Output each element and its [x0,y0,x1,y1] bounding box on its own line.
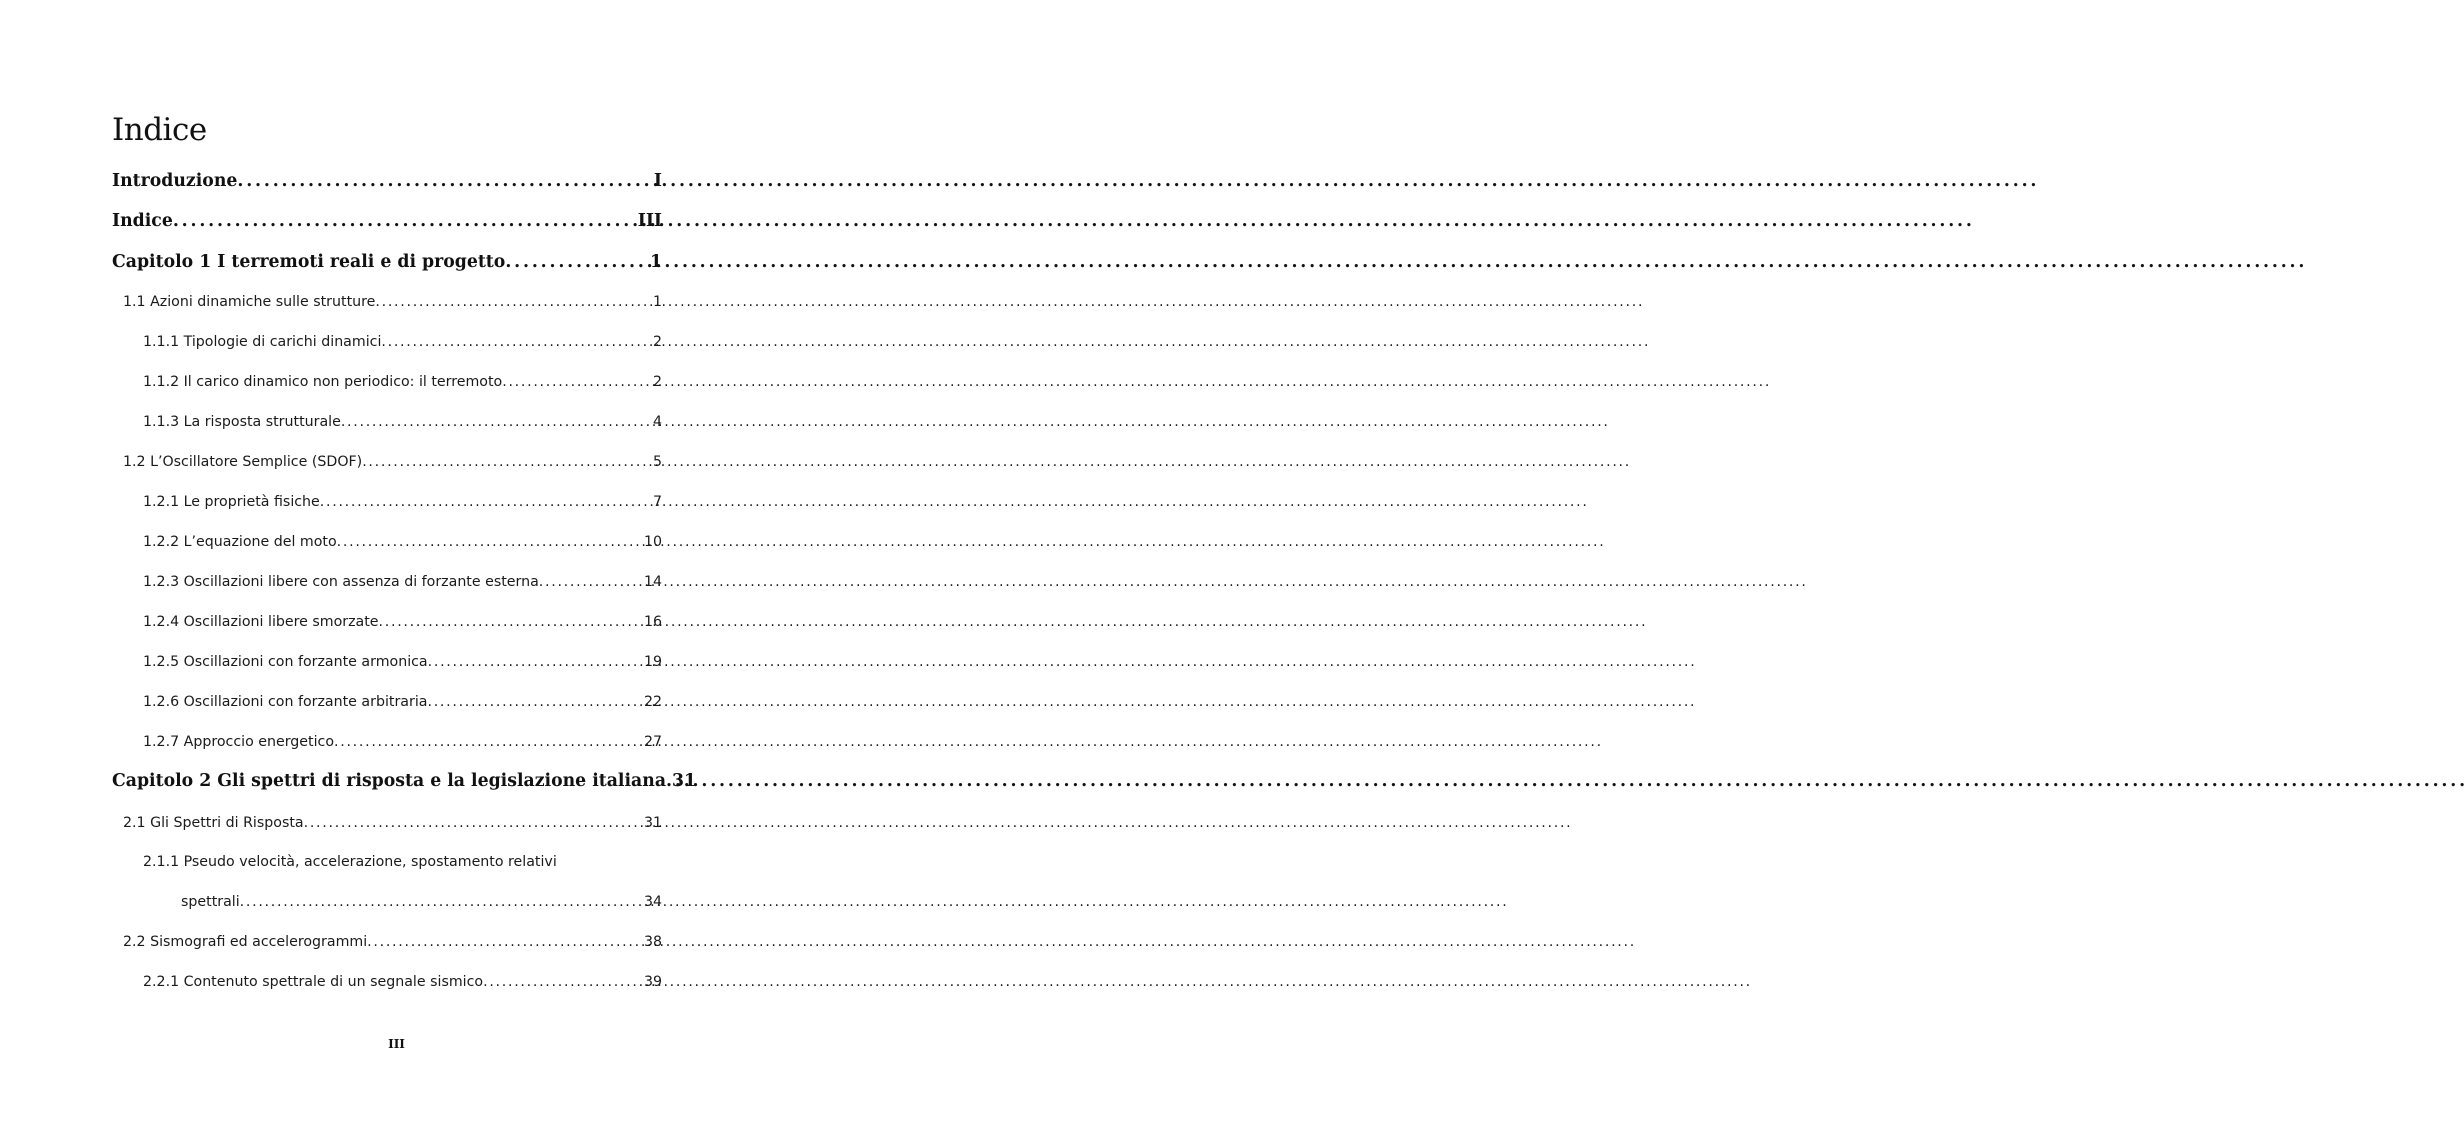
toc-entry-label: 2.2 Sismografi ed accelerogrammi [123,934,368,950]
toc-entry-label: 1.2 L’Oscillatore Semplice (SDOF) [123,454,363,470]
dot-leader [427,694,643,710]
toc-entry-label: Capitolo 1 I terremoti reali e di progetto [112,252,506,272]
dot-leader [483,974,644,990]
toc-entry-page: 19 [643,654,662,670]
toc-entry-label: 1.1.3 La risposta strutturale [143,414,341,430]
toc-entry-1-2-5[interactable] [143,654,662,670]
page-number: III [388,1037,405,1051]
toc-entry-label: spettrali [181,894,240,910]
toc-entry-label: 1.2.3 Oscillazioni libere con assenza di forzante esterna [143,574,539,590]
toc-entry-label: 1.2.6 Oscillazioni con forzante arbitraria [143,694,428,710]
dot-leader [337,534,644,550]
dot-leader [505,252,650,272]
table-of-contents [0,0,793,1123]
toc-entry-2-1-1-first-line[interactable]: 2.1.1 Pseudo velocità, accelerazione, spostamento relativi [143,854,557,870]
dot-leader [240,894,644,910]
toc-entry-page: 27 [643,734,662,750]
toc-entry-page: 16 [643,614,662,630]
toc-entry-page: 14 [643,574,662,590]
toc-entry-label: Indice [112,211,173,231]
toc-entry-page: 31 [643,815,662,831]
toc-entry-page: 10 [643,534,662,550]
toc-entry-page: 34 [643,894,662,910]
toc-entry-page: 31 [672,771,697,791]
toc-entry-2-1[interactable] [123,815,662,831]
toc-entry-1-2-3[interactable] [143,574,662,590]
toc-entry-label: 1.2.4 Oscillazioni libere smorzate [143,614,379,630]
toc-entry-1-1-3[interactable] [143,414,662,430]
dot-leader [304,815,644,831]
toc-entry-1-2-2[interactable] [143,534,662,550]
toc-entry-1-2-6[interactable] [143,694,662,710]
toc-entry-page: 1 [649,252,662,272]
dot-leader [379,614,644,630]
toc-entry-label: 1.2.2 L’equazione del moto [143,534,337,550]
toc-entry-2-1-1[interactable] [181,894,662,910]
toc-entry-label: 2.2.1 Contenuto spettrale di un segnale sismico [143,974,484,990]
toc-entry-label: 1.2.1 Le proprietà fisiche [143,494,320,510]
toc-entry-label: 1.2.5 Oscillazioni con forzante armonica [143,654,428,670]
dot-leader [237,171,654,191]
toc-entry-label: 2.1 Gli Spettri di Risposta [123,815,304,831]
toc-entry-label: Introduzione [112,171,238,191]
toc-entry-page: 5 [652,454,662,470]
toc-entry-page: 1 [652,294,662,310]
toc-entry-page: 4 [652,414,662,430]
toc-entry-capitolo-1[interactable] [112,252,662,272]
toc-entry-1-1[interactable] [123,294,662,310]
toc-entry-1-2-4[interactable] [143,614,662,630]
dot-leader [334,734,644,750]
toc-entry-1-2-1[interactable] [143,494,662,510]
dot-leader [367,934,644,950]
dot-leader [341,414,653,430]
toc-entry-1-1-2[interactable] [143,374,662,390]
dot-leader [320,494,653,510]
toc-entry-page: 38 [643,934,662,950]
toc-entry-2-2[interactable] [123,934,662,950]
dot-leader [539,574,644,590]
toc-entry-page: 2 [652,374,662,390]
page-title: Indice [112,112,207,148]
dot-leader [381,334,653,350]
dot-leader [375,294,653,310]
toc-entry-page: 22 [643,694,662,710]
toc-entry-capitolo-2[interactable] [112,771,697,791]
toc-entry-introduzione[interactable] [112,171,662,191]
toc-entry-1-2-7[interactable] [143,734,662,750]
toc-entry-page: I [653,171,662,191]
toc-entry-page: 2 [652,334,662,350]
toc-entry-1-2[interactable] [123,454,662,470]
toc-entry-2-2-1[interactable] [143,974,662,990]
toc-entry-label: 1.1.2 Il carico dinamico non periodico: il terremoto [143,374,503,390]
dot-leader [428,654,644,670]
dot-leader [362,454,653,470]
toc-entry-label: Capitolo 2 Gli spettri di risposta e la legislazione italiana [112,771,667,791]
toc-entry-page: 7 [652,494,662,510]
toc-entry-page: 39 [643,974,662,990]
toc-entry-label: 1.2.7 Approccio energetico [143,734,335,750]
dot-leader [502,374,653,390]
toc-entry-1-1-1[interactable] [143,334,662,350]
dot-leader [173,211,638,231]
toc-entry-label: 1.1 Azioni dinamiche sulle strutture [123,294,376,310]
toc-entry-page: III [637,211,662,231]
toc-entry-indice[interactable] [112,211,662,231]
toc-entry-label: 1.1.1 Tipologie di carichi dinamici [143,334,382,350]
